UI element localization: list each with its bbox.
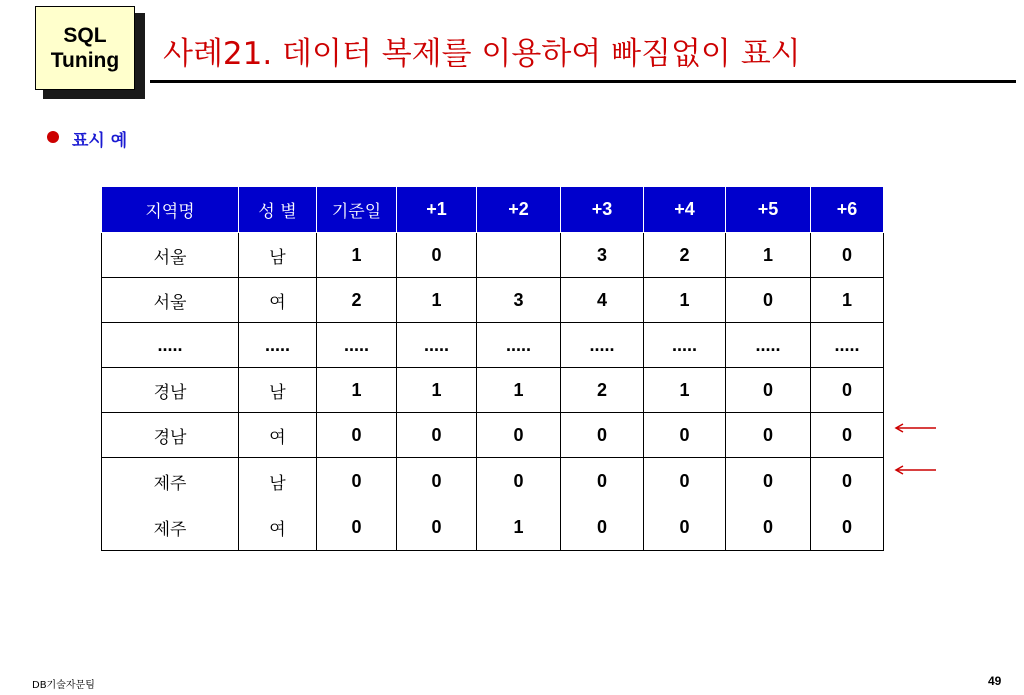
- header-gender: 성 별: [239, 187, 317, 233]
- cell-value: 1: [397, 368, 477, 413]
- cell-value: 0: [811, 233, 884, 278]
- cell-region: 경남: [102, 413, 239, 458]
- table-row: [102, 278, 884, 323]
- cell-ellipsis: .....: [561, 323, 644, 368]
- cell-ellipsis: .....: [239, 323, 317, 368]
- cell-value: 0: [561, 413, 644, 458]
- table-row-ellipsis: [102, 323, 884, 368]
- header-plus-1: +1: [397, 187, 477, 233]
- cell-value-pair: [644, 458, 726, 551]
- cell-value: 2: [561, 368, 644, 413]
- cell-value: 0: [811, 413, 884, 458]
- cell-value: 0: [726, 413, 811, 458]
- cell-ellipsis: .....: [477, 323, 561, 368]
- header-base-day: 기준일: [317, 187, 397, 233]
- cell-gender: 남: [239, 368, 317, 413]
- badge-line-1: SQL: [63, 24, 107, 47]
- cell-ellipsis: .....: [102, 323, 239, 368]
- cell-gender-pair: [239, 458, 317, 551]
- table-row: [102, 413, 884, 458]
- table-row: [102, 368, 884, 413]
- cell-region: 제주: [153, 473, 187, 494]
- cell-value-pair: [811, 458, 884, 551]
- cell-value: 1: [644, 278, 726, 323]
- cell-ellipsis: .....: [811, 323, 884, 368]
- cell-region: 서울: [102, 278, 239, 323]
- cell-value: 1: [811, 278, 884, 323]
- bullet-icon: [47, 131, 59, 143]
- cell-gender: 남: [239, 233, 317, 278]
- header-plus-6: +6: [811, 187, 884, 233]
- cell-value: 0: [596, 516, 607, 537]
- header-plus-4: +4: [644, 187, 726, 233]
- cell-value: 0: [513, 470, 524, 491]
- cell-gender: 여: [239, 413, 317, 458]
- cell-value-pair: [477, 458, 561, 551]
- cell-value: 0: [596, 470, 607, 491]
- title-divider: [150, 80, 1016, 83]
- cell-value: 3: [561, 233, 644, 278]
- cell-value: 0: [431, 516, 442, 537]
- cell-region: 서울: [102, 233, 239, 278]
- cell-value: 0: [726, 278, 811, 323]
- table-header-row: [102, 187, 884, 233]
- cell-value: 0: [726, 368, 811, 413]
- cell-value-pair: [397, 458, 477, 551]
- cell-value: 0: [477, 413, 561, 458]
- section-heading: 표시 예: [72, 131, 128, 151]
- cell-region-pair: [102, 458, 239, 551]
- left-arrow-icon: [893, 464, 937, 476]
- cell-value: 4: [561, 278, 644, 323]
- data-table: [101, 186, 884, 551]
- footer-team: DB기술자문팀: [32, 680, 95, 691]
- cell-value: 0: [397, 413, 477, 458]
- cell-value: 1: [397, 278, 477, 323]
- cell-gender: 남: [269, 473, 286, 494]
- cell-value: 0: [351, 470, 362, 491]
- cell-value: 1: [644, 368, 726, 413]
- sql-tuning-badge: [35, 6, 135, 90]
- cell-value: 0: [351, 516, 362, 537]
- cell-ellipsis: .....: [644, 323, 726, 368]
- header-plus-3: +3: [561, 187, 644, 233]
- cell-value-pair: [317, 458, 397, 551]
- cell-value: 0: [762, 516, 773, 537]
- cell-value: 3: [477, 278, 561, 323]
- cell-value: 0: [679, 470, 690, 491]
- cell-value: 1: [726, 233, 811, 278]
- cell-region: 경남: [102, 368, 239, 413]
- cell-ellipsis: .....: [317, 323, 397, 368]
- left-arrow-icon: [893, 422, 937, 434]
- cell-gender: 여: [239, 278, 317, 323]
- table-row: [102, 233, 884, 278]
- cell-value: 0: [679, 516, 690, 537]
- header-region: 지역명: [102, 187, 239, 233]
- cell-ellipsis: .....: [397, 323, 477, 368]
- cell-value: 0: [317, 413, 397, 458]
- cell-value: 0: [841, 470, 852, 491]
- cell-value: 1: [317, 233, 397, 278]
- cell-value-pair: [726, 458, 811, 551]
- cell-value: 2: [644, 233, 726, 278]
- cell-value: 0: [762, 470, 773, 491]
- page-title: 사례21. 데이터 복제를 이용하여 빠짐없이 표시: [163, 36, 801, 72]
- header-plus-2: +2: [477, 187, 561, 233]
- table-row-pair: [102, 458, 884, 551]
- cell-gender: 여: [269, 519, 286, 540]
- cell-ellipsis: .....: [726, 323, 811, 368]
- cell-value: 1: [317, 368, 397, 413]
- cell-value: 2: [317, 278, 397, 323]
- cell-value: 1: [513, 516, 524, 537]
- cell-value: 0: [811, 368, 884, 413]
- header-plus-5: +5: [726, 187, 811, 233]
- badge-line-2: Tuning: [50, 49, 120, 72]
- page-number: 49: [988, 674, 1002, 688]
- cell-value: [477, 233, 561, 278]
- cell-value: 1: [477, 368, 561, 413]
- cell-value: 0: [431, 470, 442, 491]
- cell-value-pair: [561, 458, 644, 551]
- cell-region: 제주: [153, 519, 187, 540]
- cell-value: 0: [397, 233, 477, 278]
- cell-value: 0: [644, 413, 726, 458]
- cell-value: 0: [841, 516, 852, 537]
